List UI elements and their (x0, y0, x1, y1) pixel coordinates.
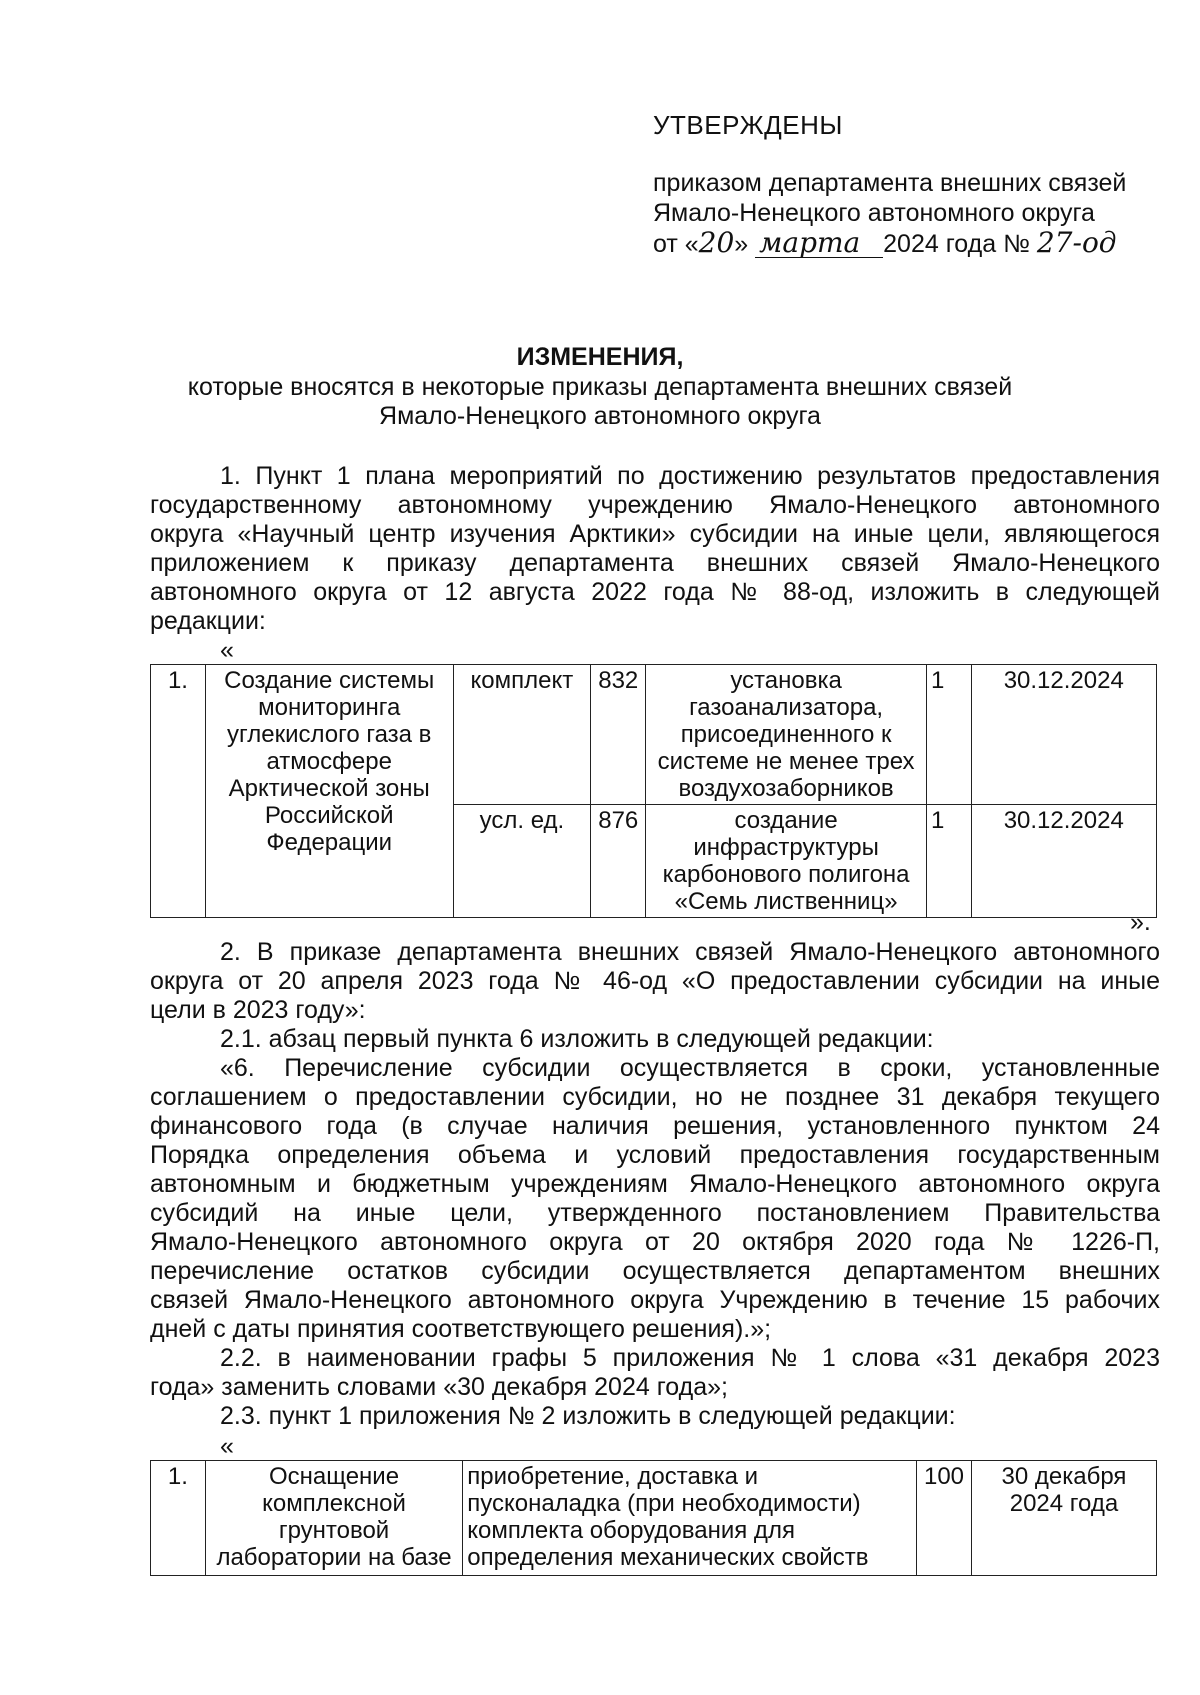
p22-line: 2.2. в наименовании графы 5 приложения № 1 слова «31 декабря 2023 (220, 1344, 1160, 1372)
p6-line: субсидий на иные цели, утвержденного постановлением Правительства (150, 1199, 1160, 1227)
p6-line: автономным и бюджетным учреждениям Ямало-Ненецкого автономного округа (150, 1170, 1160, 1198)
p1-line: приложением к приказу департамента внешних связей Ямало-Ненецкого (150, 549, 1160, 577)
approval-title: УТВЕРЖДЕНЫ (653, 110, 843, 140)
table-row (151, 665, 1157, 805)
unit-cell: комплект (453, 665, 591, 805)
p6-line: перечисление остатков субсидии осуществляется департаментом внешних (150, 1257, 1160, 1285)
approval-line-1: приказом департамента внешних связей (653, 169, 1127, 197)
activity-name: Оснащение комплексной грунтовой лаборатории на базе (205, 1461, 462, 1576)
p2-line: округа от 20 апреля 2023 года № 46-од «О предоставлении субсидии на иные (150, 967, 1160, 995)
document-title: ИЗМЕНЕНИЯ, (516, 343, 684, 371)
approval-date-line (653, 228, 1117, 259)
handwritten-month: марта (755, 228, 883, 258)
date-year: 2024 года № (883, 230, 1030, 258)
p6-line: Порядка определения объема и условий предоставления государственным (150, 1141, 1160, 1169)
paragraph-2 (150, 938, 1160, 1431)
p6-line: «6. Перечисление субсидии осуществляется в сроки, установленные (220, 1054, 1160, 1082)
p22-line: года» заменить словами «30 декабря 2024 года»; (150, 1373, 728, 1401)
result-cell: приобретение, доставка и пусконаладка (при необходимости) комплекта оборудования для определения механических свойств (463, 1461, 917, 1576)
p2-line: цели в 2023 году»: (150, 996, 366, 1024)
result-cell: установка газоанализатора, присоединенного к системе не менее трех воздухозаборников (646, 665, 927, 805)
code-cell: 876 (591, 805, 646, 918)
unit-cell: усл. ед. (453, 805, 591, 918)
close-quote-1: ». (1130, 908, 1151, 936)
row-number: 1. (151, 1461, 206, 1576)
p1-line: округа «Научный центр изучения Арктики» субсидии на иные цели, являющегося (150, 520, 1160, 548)
qty-cell: 1 (926, 665, 971, 805)
paragraph-1 (150, 462, 1160, 636)
p2-line: 2. В приказе департамента внешних связей Ямало-Ненецкого автономного (220, 938, 1160, 966)
table-row (151, 1461, 1157, 1576)
p23-line: 2.3. пункт 1 приложения № 2 изложить в следующей редакции: (220, 1402, 956, 1430)
qty-cell: 1 (926, 805, 971, 918)
approval-line-2: Ямало-Ненецкого автономного округа (653, 199, 1095, 227)
plan-table-2 (150, 1460, 1157, 1576)
activity-name: Создание системы мониторинга углекислого газа в атмосфере Арктической зоны Российской Федерации (205, 665, 453, 918)
document-subtitle-2: Ямало-Ненецкого автономного округа (379, 402, 821, 430)
open-quote-1: « (220, 636, 234, 664)
date-mid: » (734, 230, 749, 258)
p6-line: финансового года (в случае наличия решения, установленного пунктом 24 (150, 1112, 1160, 1140)
handwritten-day: 20 (698, 226, 735, 259)
open-quote-2: « (220, 1432, 234, 1460)
code-cell: 832 (591, 665, 646, 805)
p1-line: государственному автономному учреждению Ямало-Ненецкого автономного (150, 491, 1160, 519)
p1-line: редакции: (150, 607, 266, 635)
date-cell: 30.12.2024 (971, 805, 1156, 918)
p21-line: 2.1. абзац первый пункта 6 изложить в следующей редакции: (220, 1025, 934, 1053)
result-cell: создание инфраструктуры карбонового полигона «Семь лиственниц» (646, 805, 927, 918)
p6-line: Ямало-Ненецкого автономного округа от 20 октября 2020 года № 1226-П, (150, 1228, 1160, 1256)
p1-line: автономного округа от 12 августа 2022 года № 88-од, изложить в следующей (150, 578, 1160, 606)
qty-cell: 100 (917, 1461, 972, 1576)
plan-table-1 (150, 664, 1157, 918)
row-number: 1. (151, 665, 206, 918)
handwritten-number: 27-од (1036, 226, 1117, 259)
date-prefix: от « (653, 230, 699, 258)
date-cell: 30 декабря 2024 года (971, 1461, 1156, 1576)
p6-line: дней с даты принятия соответствующего решения).»; (150, 1315, 772, 1343)
p6-line: связей Ямало-Ненецкого автономного округа Учреждению в течение 15 рабочих (150, 1286, 1160, 1314)
document-subtitle-1: которые вносятся в некоторые приказы департамента внешних связей (187, 373, 1013, 401)
p1-line: 1. Пункт 1 плана мероприятий по достижению результатов предоставления (220, 462, 1160, 490)
date-cell: 30.12.2024 (971, 665, 1156, 805)
p6-line: соглашением о предоставлении субсидии, но не позднее 31 декабря текущего (150, 1083, 1160, 1111)
